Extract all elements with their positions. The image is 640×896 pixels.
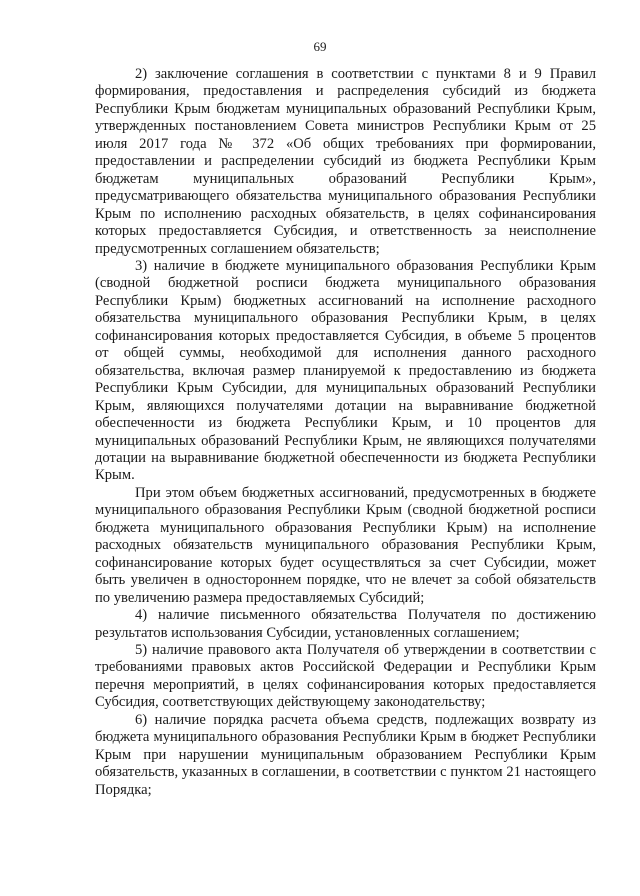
document-body xyxy=(95,66,596,799)
page-number: 69 xyxy=(313,39,327,54)
paragraph-item-4: 4) наличие письменного обязательства Получателя по достижению результатов использования Субсидии, установленных соглашением; xyxy=(95,607,596,641)
paragraph-item-3: 3) наличие в бюджете муниципального образования Республики Крым (сводной бюджетной росписи бюджета муниципального образования Республики Крым) бюджетных ассигнований на исполнение расходного обязательства муниципального образования Республики Крым, в целях софинансирования которых предоставляется Субсидия, в объеме 5 процентов от общей суммы, необходимой для исполнения данного расходного обязательства, включая размер планируемой к предоставлению из бюджета Республики Крым Субсидии, для муниципальных образований Республики Крым, являющихся получателями дотации на выравнивание бюджетной обеспеченности из бюджета Республики Крым, и 10 процентов для муниципальных образований Республики Крым, не являющихся получателями дотации на выравнивание бюджетной обеспеченности из бюджета Республики Крым. xyxy=(95,257,596,484)
paragraph-item-6: 6) наличие порядка расчета объема средств, подлежащих возврату из бюджета муниципального образования Республики Крым в бюджет Республики Крым при нарушении муниципальным образованием Республики Крым обязательств, указанных в соглашении, в соответствии с пунктом 21 настоящего Порядка; xyxy=(95,711,596,798)
paragraph-item-5: 5) наличие правового акта Получателя об утверждении в соответствии с требованиями правовых актов Российской Федерации и Республики Крым перечня мероприятий, в целях софинансирования которых предоставляется Субсидия, соответствующих действующему законодательству; xyxy=(95,641,596,711)
paragraph-item-2: 2) заключение соглашения в соответствии с пунктами 8 и 9 Правил формирования, предоставления и распределения субсидий из бюджета Республики Крым бюджетам муниципальных образований Республики Крым, утвержденных постановлением Совета министров Республики Крым от 25 июля 2017 года № 372 «Об общих требованиях при формировании, предоставлении и распределении субсидий из бюджета Республики Крым бюджетам муниципальных образований Республики Крым», предусматривающего обязательства муниципального образования Республики Крым по исполнению расходных обязательств, в целях софинансирования которых предоставляется Субсидия, и ответственность за неисполнение предусмотренных соглашением обязательств; xyxy=(95,66,596,257)
paragraph-note: При этом объем бюджетных ассигнований, предусмотренных в бюджете муниципального образования Республики Крым (сводной бюджетной росписи бюджета муниципального образования Республики Крым) на исполнение расходных обязательств муниципального образования Республики Крым, софинансирование которых будет осуществляться за счет Субсидии, может быть увеличен в одностороннем порядке, что не влечет за собой обязательств по увеличению размера предоставляемых Субсидий; xyxy=(95,484,596,606)
